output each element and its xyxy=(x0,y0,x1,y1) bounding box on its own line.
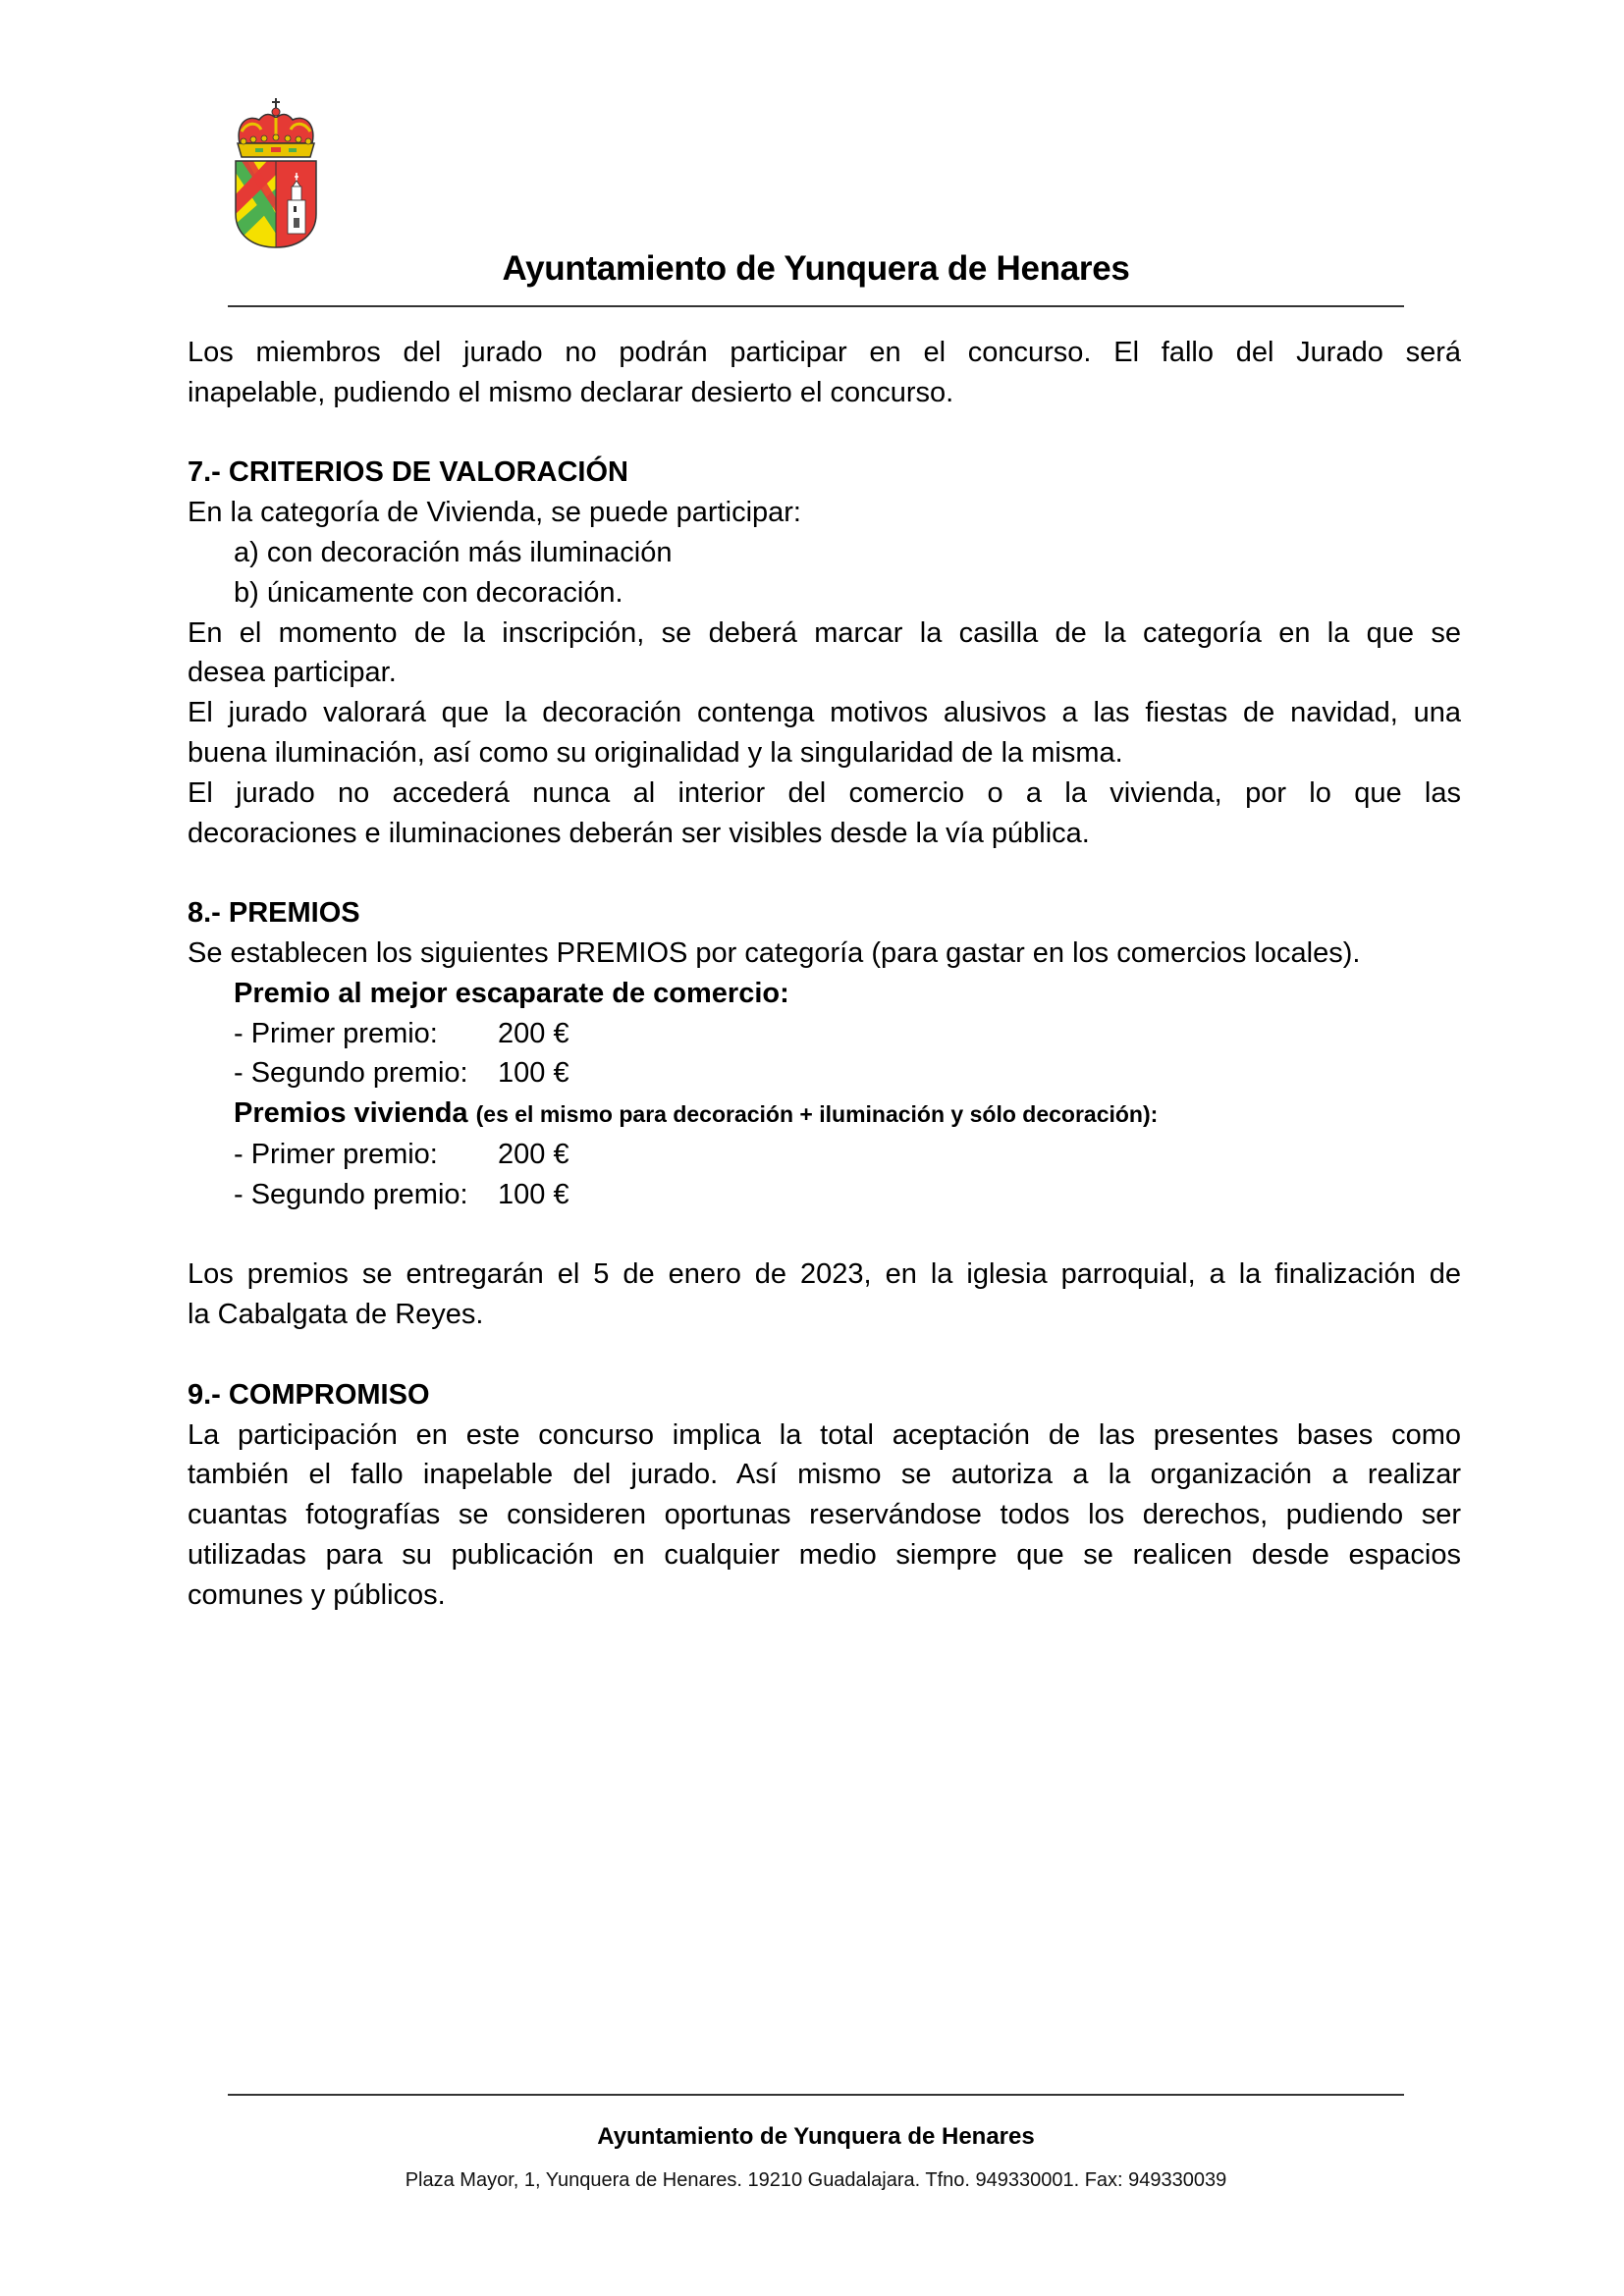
coat-of-arms-logo xyxy=(232,96,320,249)
prize-category-name: Premios vivienda xyxy=(234,1097,468,1130)
shield-icon xyxy=(236,161,316,249)
section-7-text: decoraciones e iluminaciones deberán ser visibles desde la vía pública. xyxy=(188,817,1090,849)
prize-amount: 200 € xyxy=(498,1017,569,1049)
section-9-text: utilizadas para su publicación en cualquier medio siempre que se realicen desde espacios xyxy=(188,1538,1461,1571)
section-7-text: buena iluminación, así como su originalidad y la singularidad de la misma. xyxy=(188,736,1123,769)
spacer xyxy=(188,413,1461,454)
spacer xyxy=(188,1335,1461,1375)
prize-label: - Primer premio: xyxy=(234,1017,438,1049)
section-7-intro: En la categoría de Vivienda, se puede participar: xyxy=(188,497,801,529)
section-9-text: La participación en este concurso implica la total aceptación de las presentes bases como xyxy=(188,1418,1461,1451)
intro-line: inapelable, pudiendo el mismo declarar desierto el concurso. xyxy=(188,376,954,408)
footer-divider xyxy=(228,2094,1404,2096)
prize-category-note: (es el mismo para decoración + iluminación y sólo decoración): xyxy=(475,1101,1159,1128)
prize-amount: 200 € xyxy=(498,1138,569,1170)
prize-category-name: Premio al mejor escaparate de comercio: xyxy=(234,977,789,1009)
section-7-text: En el momento de la inscripción, se deberá marcar la casilla de la categoría en la que se xyxy=(188,616,1461,649)
prize-row xyxy=(188,1014,1461,1054)
prize-row xyxy=(188,1175,1461,1215)
delivery-text: la Cabalgata de Reyes. xyxy=(188,1299,484,1331)
section-7-text: desea participar. xyxy=(188,657,397,689)
prize-label: - Primer premio: xyxy=(234,1138,438,1170)
section-9-text: cuantas fotografías se consideren oportunas reservándose todos los derechos, pudiendo ser xyxy=(188,1499,1461,1531)
document-body xyxy=(188,333,1461,1616)
section-9-text: comunes y públicos. xyxy=(188,1578,446,1611)
prize-row xyxy=(188,1135,1461,1175)
section-8-intro: Se establecen los siguientes PREMIOS por categoría (para gastar en los comercios locales). xyxy=(188,936,1361,969)
header-divider xyxy=(228,305,1404,307)
header-title: Ayuntamiento de Yunquera de Henares xyxy=(502,249,1130,288)
intro-line: Los miembros del jurado no podrán participar en el concurso. El fallo del Jurado será xyxy=(188,337,1461,368)
spacer xyxy=(188,1215,1461,1255)
prize-amount: 100 € xyxy=(498,1178,569,1210)
option-item: a) con decoración más iluminación xyxy=(234,536,673,568)
crown-icon xyxy=(238,98,314,157)
prize-category-title xyxy=(188,974,1461,1014)
section-7-text: El jurado no accederá nunca al interior del comercio o a la vivienda, por lo que las xyxy=(188,776,1461,809)
section-8-heading: 8.- PREMIOS xyxy=(188,897,360,930)
prize-amount: 100 € xyxy=(498,1057,569,1090)
delivery-text: Los premios se entregarán el 5 de enero de 2023, en la iglesia parroquial, a la finalización de xyxy=(188,1258,1461,1291)
section-7-text: El jurado valorará que la decoración contenga motivos alusivos a las fiestas de navidad, una xyxy=(188,697,1461,729)
section-9-text: también el fallo inapelable del jurado. Así mismo se autoriza a la organización a realizar xyxy=(188,1459,1461,1491)
prize-row xyxy=(188,1053,1461,1094)
section-7-heading: 7.- CRITERIOS DE VALORACIÓN xyxy=(188,456,628,489)
prize-label: - Segundo premio: xyxy=(234,1178,468,1210)
prize-label: - Segundo premio: xyxy=(234,1057,468,1090)
footer-title: Ayuntamiento de Yunquera de Henares xyxy=(597,2123,1035,2150)
spacer xyxy=(188,853,1461,893)
prize-category-title xyxy=(188,1094,1461,1135)
footer-address: Plaza Mayor, 1, Yunquera de Henares. 19210 Guadalajara. Tfno. 949330001. Fax: 949330039 xyxy=(405,2169,1227,2191)
option-item: b) únicamente con decoración. xyxy=(234,576,623,609)
section-9-heading: 9.- COMPROMISO xyxy=(188,1378,430,1411)
